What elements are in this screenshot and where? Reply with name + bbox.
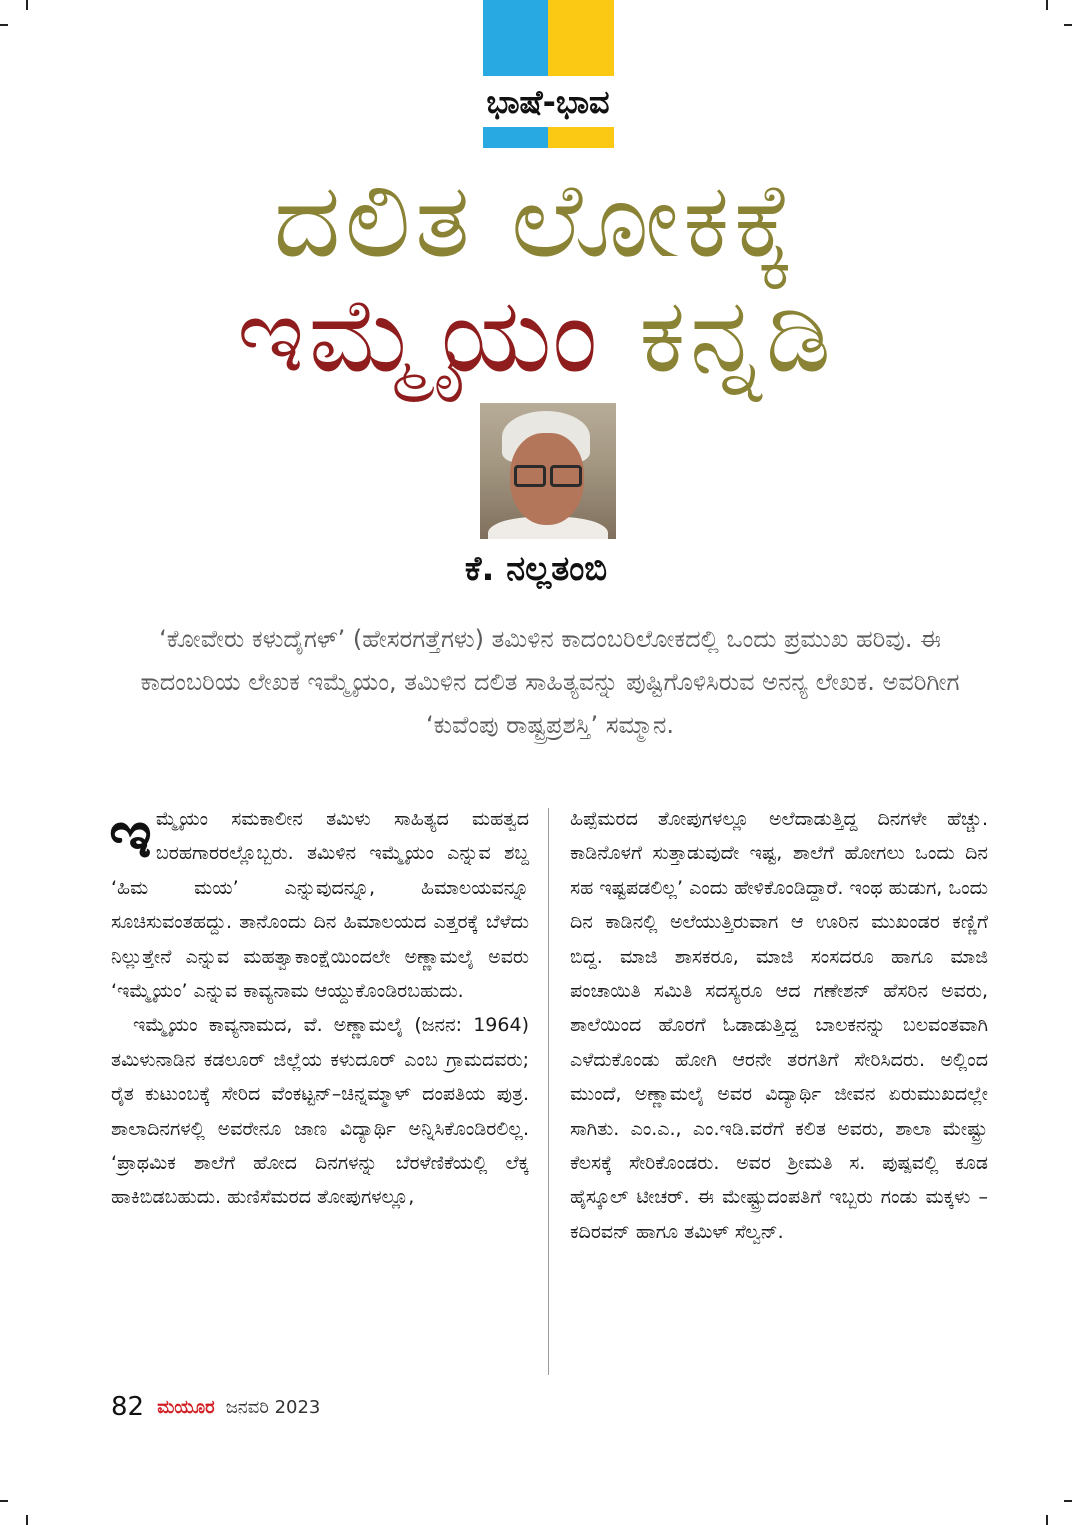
crop-mark-top-right	[1046, 0, 1048, 10]
crop-mark-bottom-left	[26, 1515, 28, 1525]
crop-mark-right-top	[1064, 24, 1072, 26]
issue-date: ಜನವರಿ 2023	[225, 1396, 321, 1418]
crop-mark-right-bottom	[1064, 1500, 1072, 1502]
photo-glasses-left	[514, 465, 546, 487]
crop-mark-left-bottom	[0, 1500, 8, 1502]
crop-mark-bottom-right	[1046, 1515, 1048, 1525]
crop-mark-top-left	[26, 0, 28, 10]
publication-logo: ಮಯೂರ	[157, 1396, 215, 1418]
page-number: 82	[111, 1392, 145, 1422]
logo-blue-block	[483, 0, 548, 76]
page-footer	[111, 1392, 320, 1428]
paragraph-1-text: ಮ್ಮೈಯಂ ಸಮಕಾಲೀನ ತಮಿಳು ಸಾಹಿತ್ಯದ ಮಹತ್ವದ ಬರಹಗಾರರಲ್ಲೊಬ್ಬರು. ತಮಿಳಿನ ಇಮ್ಮೈಯಂ ಎನ್ನುವ ಶಬ್ದ ‘ಹಿಮ ಮಯ’ ಎನ್ನುವುದನ್ನೂ, ಹಿಮಾಲಯವನ್ನೂ ಸೂಚಿಸುವಂತಹದ್ದು. ತಾನೊಂದು ದಿನ ಹಿಮಾಲಯದ ಎತ್ತರಕ್ಕೆ ಬೆಳೆದು ನಿಲ್ಲುತ್ತೇನೆ ಎನ್ನುವ ಮಹತ್ವಾಕಾಂಕ್ಷೆಯಿಂದಲೇ ಅಣ್ಣಾಮಲೈ ಅವರು ‘ಇಮ್ಮೈಯಂ’ ಎನ್ನುವ ಕಾವ್ಯನಾಮ ಆಯ್ದುಕೊಂಡಿರಬಹುದು.	[111, 808, 529, 1003]
article-paragraph-1	[109, 796, 529, 1008]
article-column-left	[109, 796, 529, 1215]
crop-mark-left-top	[0, 24, 8, 26]
headline-line-2	[0, 275, 1072, 395]
section-label: ಭಾಷೆ-ಭಾವ	[486, 83, 610, 121]
intro-standfirst: ‘ಕೋವೇರು ಕಳುದೈಗಳ್’ (ಹೇಸರಗತ್ತೆಗಳು) ತಮಿಳಿನ ಕಾದಂಬರಿಲೋಕದಲ್ಲಿ ಒಂದು ಪ್ರಮುಖ ಹರಿವು. ಈ ಕಾದಂಬರಿಯ ಲೇಖಕ ಇಮ್ಮೈಯಂ, ತಮಿಳಿನ ದಲಿತ ಸಾಹಿತ್ಯವನ್ನು ಪುಷ್ಟಿಗೊಳಿಸಿರುವ ಅನನ್ಯ ಲೇಖಕ. ಅವರಿಗೀಗ ‘ಕುವೆಂಪು ರಾಷ್ಟ್ರಪ್ರಶಸ್ತಿ’ ಸಮ್ಮಾನ.	[140, 625, 960, 739]
author-photo	[480, 403, 616, 539]
author-byline: ಕೆ. ನಲ್ಲತಂಬಿ	[464, 549, 608, 589]
article-paragraph-3: ಹಿಪ್ಪೆಮರದ ತೋಪುಗಳಲ್ಲೂ ಅಲೆದಾಡುತ್ತಿದ್ದ ದಿನಗಳೇ ಹೆಚ್ಚು. ಕಾಡಿನೊಳಗೆ ಸುತ್ತಾಡುವುದೇ ಇಷ್ಟ, ಶಾಲೆಗೆ ಹೋಗಲು ಒಂದು ದಿನ ಸಹ ಇಷ್ಟಪಡಲಿಲ್ಲ’ ಎಂದು ಹೇಳಿಕೊಂಡಿದ್ದಾರೆ. ಇಂಥ ಹುಡುಗ, ಒಂದು ದಿನ ಕಾಡಿನಲ್ಲಿ ಅಲೆಯುತ್ತಿರುವಾಗ ಆ ಊರಿನ ಮುಖಂಡರ ಕಣ್ಣಿಗೆ ಬಿದ್ದ. ಮಾಜಿ ಶಾಸಕರೂ, ಮಾಜಿ ಸಂಸದರೂ ಹಾಗೂ ಮಾಜಿ ಪಂಚಾಯಿತಿ ಸಮಿತಿ ಸದಸ್ಯರೂ ಆದ ಗಣೇಶನ್ ಹೆಸರಿನ ಅವರು, ಶಾಲೆಯಿಂದ ಹೊರಗೆ ಓಡಾಡುತ್ತಿದ್ದ ಬಾಲಕನನ್ನು ಬಲವಂತವಾಗಿ ಎಳೆದುಕೊಂಡು ಹೋಗಿ ಆರನೇ ತರಗತಿಗೆ ಸೇರಿಸಿದರು. ಅಲ್ಲಿಂದ ಮುಂದೆ, ಅಣ್ಣಾಮಲೈ ಅವರ ವಿದ್ಯಾರ್ಥಿ ಜೀವನ ಏರುಮುಖದಲ್ಲೇ ಸಾಗಿತು. ಎಂ.ಎ., ಎಂ.ಇಡಿ.ವರೆಗೆ ಕಲಿತ ಅವರು, ಶಾಲಾ ಮೇಷ್ಟ್ರು ಕೆಲಸಕ್ಕೆ ಸೇರಿಕೊಂಡರು. ಅವರ ಶ್ರೀಮತಿ ಸ. ಪುಷ್ಪವಲ್ಲಿ ಕೂಡ ಹೈಸ್ಕೂಲ್ ಟೀಚರ್. ಈ ಮೇಷ್ಟ್ರುದಂಪತಿಗೆ ಇಬ್ಬರು ಗಂಡು ಮಕ್ಕಳು – ಕದಿರವನ್ ಹಾಗೂ ತಮಿಳ್ ಸೆಲ್ವನ್.	[570, 808, 988, 1243]
logo-yellow-block	[548, 0, 614, 76]
headline-line-1: ದಲಿತ ಲೋಕಕ್ಕೆ	[273, 159, 799, 281]
headline-name: ಇಮ್ಮೈಯಂ	[236, 274, 602, 396]
section-logo-blocks	[483, 0, 614, 148]
article-column-right	[570, 802, 988, 1249]
column-divider	[548, 808, 549, 1375]
photo-glasses-right	[550, 465, 582, 487]
logo-yellow-strip	[548, 127, 614, 148]
headline-mirror-word: ಕನ್ನಡಿ	[638, 274, 836, 396]
drop-cap: ಇ	[109, 796, 152, 873]
article-paragraph-2: ಇಮ್ಮೈಯಂ ಕಾವ್ಯನಾಮದ, ವೆ. ಅಣ್ಣಾಮಲೈ (ಜನನ: 1964) ತಮಿಳುನಾಡಿನ ಕಡಲೂರ್ ಜಿಲ್ಲೆಯ ಕಳುದೂರ್ ಎಂಬ ಗ್ರಾಮದವರು; ರೈತ ಕುಟುಂಬಕ್ಕೆ ಸೇರಿದ ವೆಂಕಟ್ಟನ್–ಚಿನ್ನಮ್ಮಾಳ್ ದಂಪತಿಯ ಪುತ್ರ. ಶಾಲಾದಿನಗಳಲ್ಲಿ ಅವರೇನೂ ಜಾಣ ವಿದ್ಯಾರ್ಥಿ ಅನ್ನಿಸಿಕೊಂಡಿರಲಿಲ್ಲ. ‘ಪ್ರಾಥಮಿಕ ಶಾಲೆಗೆ ಹೋದ ದಿನಗಳನ್ನು ಬೆರಳೆಣಿಕೆಯಲ್ಲಿ ಲೆಕ್ಕ ಹಾಕಿಬಿಡಬಹುದು. ಹುಣಿಸೆಮರದ ತೋಪುಗಳಲ್ಲೂ,	[111, 1014, 529, 1209]
logo-blue-strip	[483, 127, 548, 148]
